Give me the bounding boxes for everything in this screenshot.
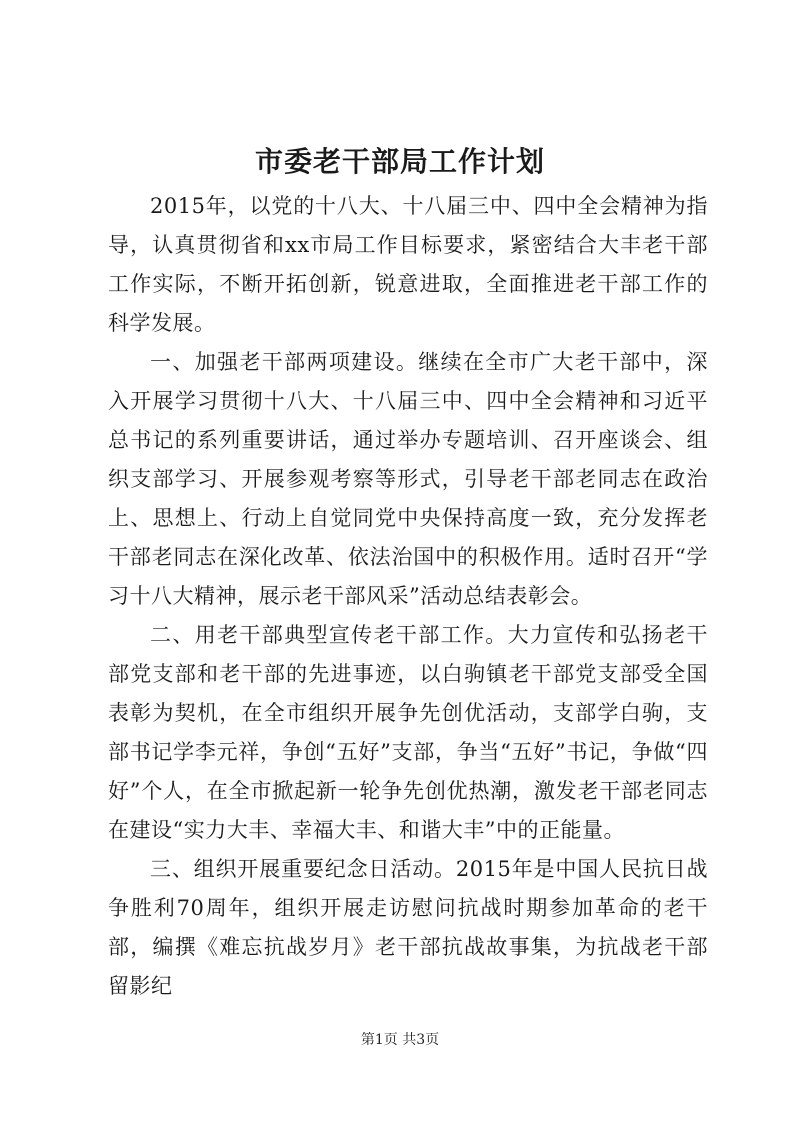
paragraph-section-three: 三、组织开展重要纪念日活动。2015年是中国人民抗日战争胜利70周年，组织开展走访慰问抗战时期参加革命的老干部，编撰《难忘抗战岁月》老干部抗战故事集，为抗战老干部留影纪 [108,857,708,998]
page-number-footer: 第1页 共3页 [360,1032,440,1048]
paragraph-section-two: 二、用老干部典型宣传老干部工作。大力宣传和弘扬老干部党支部和老干部的先进事迹，以白驹镇老干部党支部受全国表彰为契机，在全市组织开展争先创优活动，支部学白驹，支部书记学李元祥，争创“五好”支部，争当“五好”书记，争做“四好”个人，在全市掀起新一轮争先创优热潮，激发老干部老同志在建设“实力大丰、幸福大丰、和谐大丰”中的正能量。 [108,623,708,842]
paragraph-intro: 2015年，以党的十八大、十八届三中、四中全会精神为指导，认真贯彻省和xx市局工作目标要求，紧密结合大丰老干部工作实际，不断开拓创新，锐意进取，全面推进老干部工作的科学发展。 [108,194,708,335]
paragraph-section-one: 一、加强老干部两项建设。继续在全市广大老干部中，深入开展学习贯彻十八大、十八届三中、四中全会精神和习近平总书记的系列重要讲话，通过举办专题培训、召开座谈会、组织支部学习、开展参观考察等形式，引导老干部老同志在政治上、思想上、行动上自觉同党中央保持高度一致，充分发挥老干部老同志在深化改革、依法治国中的积极作用。适时召开“学习十八大精神，展示老干部风采”活动总结表彰会。 [108,350,708,608]
document-title: 市委老干部局工作计划 [254,145,545,178]
document-body [108,187,708,1006]
